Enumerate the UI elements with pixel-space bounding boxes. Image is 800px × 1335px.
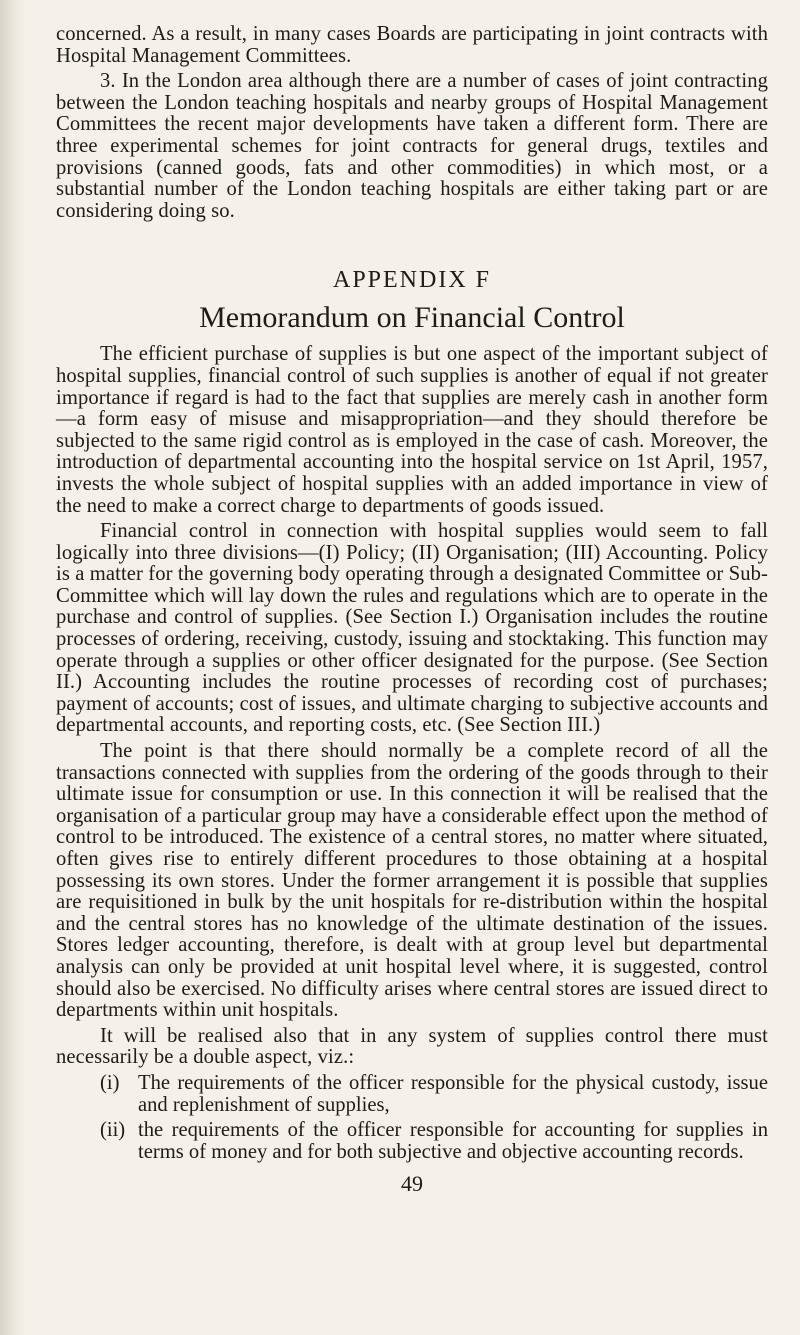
body-paragraph-1: The efficient purchase of supplies is but one aspect of the important subject of hospital supplies, financial control of such supplies is another of equal if not greater importance if regard is had to the fact that supplies are merely cash in another form—a form easy of misuse and misappropriation—and they should therefore be subjected to the same rigid control as is employed in the case of cash. Moreover, the introduction of departmental accounting into the hospital service on 1st April, 1957, invests the whole subject of hospital supplies with an added importance in view of the need to make a correct charge to departments of goods issued. bbox=[56, 343, 768, 517]
page-edge-shadow bbox=[0, 0, 26, 1335]
list-item-text: The requirements of the officer responsible for the physical custody, issue and replenishment of supplies, bbox=[138, 1071, 768, 1116]
list-item bbox=[100, 1120, 768, 1163]
body-paragraph-4: It will be realised also that in any system of supplies control there must necessarily be a double aspect, viz.: bbox=[56, 1024, 768, 1069]
body-paragraph-3: The point is that there should normally be a complete record of all the transactions connected with supplies from the ordering of the goods through to their ultimate issue for consumption or use. In this connection it will be realised that the organisation of a particular group may have a considerable effect upon the method of control to be introduced. The existence of a central stores, no matter where situated, often gives rise to entirely different procedures to those obtaining at a hospital possessing its own stores. Under the former arrangement it is possible that supplies are requisitioned in bulk by the unit hospitals for re-distribution within the hospital and the central stores has no knowledge of the ultimate destination of the issues. Stores ledger accounting, therefore, is dealt with at group level but departmental analysis can only be provided at unit hospital level where, it is suggested, control should also be exercised. No difficulty arises where central stores are issued direct to departments within unit hospitals. bbox=[56, 740, 768, 1022]
continued-paragraph: concerned. As a result, in many cases Boards are participating in joint contracts with Hospital Management Committees. bbox=[56, 23, 768, 67]
document-page bbox=[56, 24, 768, 1197]
list-item-number: (ii) bbox=[100, 1119, 126, 1142]
list-item bbox=[100, 1073, 768, 1116]
memorandum-title: Memorandum on Financial Control bbox=[199, 301, 625, 335]
appendix-label: APPENDIX F bbox=[332, 267, 492, 294]
list-item-number: (i) bbox=[100, 1071, 120, 1094]
list-item-text: the requirements of the officer responsible for accounting for supplies in terms of money and for both subjective and objective accounting records. bbox=[138, 1119, 768, 1163]
page-number: 49 bbox=[401, 1171, 423, 1197]
body-paragraph-2: Financial control in connection with hospital supplies would seem to fall logically into three divisions—(I) Policy; (II) Organisation; (III) Accounting. Policy is a matter for the governing body operating through a designated Committee or Sub-Committee which will lay down the rules and regulations which are to operate in the purchase and control of supplies. (See Section I.) Organisation includes the routine processes of ordering, receiving, custody, issuing and stocktaking. This function may operate through a supplies or other officer designated for the purpose. (See Section II.) Accounting includes the routine processes of recording cost of purchases; payment of accounts; cost of issues, and ultimate charging to subjective accounts and departmental accounts, and reporting costs, etc. (See Section III.) bbox=[56, 520, 768, 737]
paragraph-3: 3. In the London area although there are a number of cases of joint contracting between the London teaching hospitals and nearby groups of Hospital Management Committees the recent major developments have taken a different form. There are three experimental schemes for joint contracts for general drugs, textiles and provisions (canned goods, fats and other commodities) in which most, or a substantial number of the London teaching hospitals are either taking part or are considering doing so. bbox=[56, 70, 768, 222]
